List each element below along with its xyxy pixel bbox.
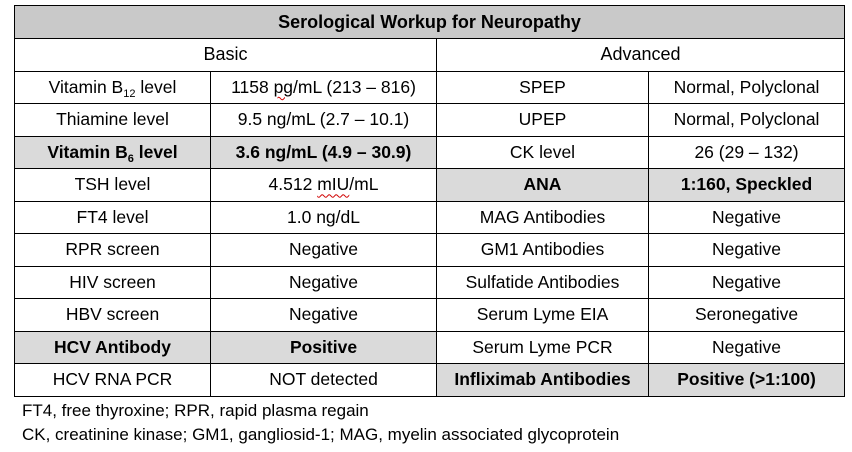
section-header-row (15, 39, 845, 72)
section-advanced-header: Advanced (437, 39, 845, 72)
table-row (15, 169, 845, 202)
advanced-test-value-text: Seronegative (694, 304, 799, 325)
advanced-test-value (649, 299, 845, 332)
table-row (15, 331, 845, 364)
advanced-test-label (437, 234, 649, 267)
advanced-test-value (649, 331, 845, 364)
table-row (15, 136, 845, 169)
footnote-1: FT4, free thyroxine; RPR, rapid plasma regain (22, 401, 369, 420)
basic-test-label-text: Vitamin B (47, 141, 128, 162)
basic-test-value-text: Negative (288, 239, 359, 260)
basic-test-value (211, 201, 437, 234)
table-row (15, 266, 845, 299)
basic-test-label (15, 234, 211, 267)
advanced-test-value (649, 104, 845, 137)
basic-test-value (211, 266, 437, 299)
label-subscript: 6 (127, 152, 134, 165)
advanced-test-label-text: Serum Lyme PCR (472, 336, 613, 357)
advanced-test-value-text: Negative (711, 271, 782, 292)
title-row (15, 6, 845, 39)
advanced-test-value (649, 234, 845, 267)
basic-test-value (211, 169, 437, 202)
advanced-test-label-text: ANA (523, 174, 562, 195)
footnotes (22, 399, 619, 447)
basic-test-label (15, 331, 211, 364)
footnote-2: CK, creatinine kinase; GM1, gangliosid-1; MAG, myelin associated glycoprotein (22, 425, 620, 444)
basic-test-label (15, 71, 211, 104)
label-subscript: 12 (123, 87, 136, 100)
basic-test-label-text: FT4 level (76, 206, 149, 227)
basic-test-label (15, 364, 211, 397)
basic-test-value-text: Negative (288, 271, 359, 292)
advanced-test-label (437, 104, 649, 137)
serology-table (14, 5, 845, 397)
basic-test-label (15, 299, 211, 332)
basic-test-label (15, 104, 211, 137)
advanced-test-label (437, 136, 649, 169)
basic-test-value (211, 234, 437, 267)
table-row (15, 71, 845, 104)
basic-test-label-text: Vitamin B (48, 76, 124, 97)
basic-test-label (15, 201, 211, 234)
basic-test-value-text: /mL (213 – 816) (293, 76, 416, 97)
basic-test-value (211, 104, 437, 137)
table-row (15, 234, 845, 267)
advanced-test-label-text: Sulfatide Antibodies (465, 271, 620, 292)
advanced-test-value-text: Negative (711, 206, 782, 227)
basic-test-label-text: TSH level (74, 174, 151, 195)
advanced-test-value-text: 1:160, Speckled (680, 174, 813, 195)
advanced-test-label-text: Infliximab Antibodies (454, 369, 631, 390)
basic-test-value (211, 364, 437, 397)
basic-test-label-text: HBV screen (65, 304, 160, 325)
basic-test-label-suffix: level (133, 141, 178, 162)
advanced-test-value-text: 26 (29 – 132) (694, 141, 799, 162)
advanced-test-label (437, 299, 649, 332)
table-row (15, 299, 845, 332)
advanced-test-value-text: Normal, Polyclonal (673, 76, 820, 97)
advanced-test-value-text: Normal, Polyclonal (673, 109, 820, 130)
basic-test-label (15, 136, 211, 169)
advanced-test-value (649, 169, 845, 202)
basic-test-label-text: HCV Antibody (54, 336, 171, 357)
advanced-test-label (437, 364, 649, 397)
advanced-test-label-text: CK level (509, 141, 576, 162)
advanced-test-label (437, 331, 649, 364)
basic-test-label-suffix: level (135, 76, 177, 97)
advanced-test-label (437, 201, 649, 234)
advanced-test-label (437, 169, 649, 202)
basic-test-value (211, 136, 437, 169)
workup-table-container (14, 5, 844, 397)
basic-test-value (211, 71, 437, 104)
basic-test-label-text: HCV RNA PCR (52, 369, 173, 390)
section-basic-header: Basic (15, 39, 437, 72)
advanced-test-value-text: Negative (711, 336, 782, 357)
spellcheck-flagged-unit: mIU (317, 174, 350, 195)
basic-test-label (15, 169, 211, 202)
basic-test-value-text: NOT detected (269, 369, 378, 390)
basic-test-value-text: /mL (349, 174, 379, 195)
basic-test-label (15, 266, 211, 299)
basic-test-label-text: RPR screen (65, 239, 160, 260)
basic-test-value (211, 299, 437, 332)
basic-test-value-text: Positive (289, 336, 358, 357)
advanced-test-value (649, 364, 845, 397)
basic-test-value-text: 9.5 ng/mL (2.7 – 10.1) (237, 109, 410, 130)
advanced-test-value-text: Negative (711, 239, 782, 260)
table-title: Serological Workup for Neuropathy (15, 6, 845, 39)
basic-test-value-text: Negative (288, 304, 359, 325)
advanced-test-value (649, 266, 845, 299)
advanced-test-label-text: GM1 Antibodies (480, 239, 605, 260)
advanced-test-value (649, 201, 845, 234)
advanced-test-label-text: MAG Antibodies (479, 206, 606, 227)
basic-test-label-text: HIV screen (69, 271, 156, 292)
spellcheck-flagged-unit: pg (273, 76, 294, 97)
advanced-test-label-text: Serum Lyme EIA (476, 304, 609, 325)
table-row (15, 364, 845, 397)
advanced-test-label-text: SPEP (519, 76, 566, 97)
basic-test-value-text: 1.0 ng/dL (287, 206, 360, 227)
basic-test-value-text: 3.6 ng/mL (4.9 – 30.9) (235, 141, 412, 162)
advanced-test-label (437, 71, 649, 104)
table-row (15, 201, 845, 234)
advanced-test-label (437, 266, 649, 299)
advanced-test-value (649, 71, 845, 104)
advanced-test-label-text: UPEP (518, 109, 567, 130)
table-row (15, 104, 845, 137)
advanced-test-value-text: Positive (>1:100) (677, 369, 816, 390)
basic-test-value-text: 4.512 (268, 174, 318, 195)
basic-test-value (211, 331, 437, 364)
basic-test-value-text: 1158 (231, 76, 274, 97)
basic-test-label-text: Thiamine level (56, 109, 169, 130)
advanced-test-value (649, 136, 845, 169)
